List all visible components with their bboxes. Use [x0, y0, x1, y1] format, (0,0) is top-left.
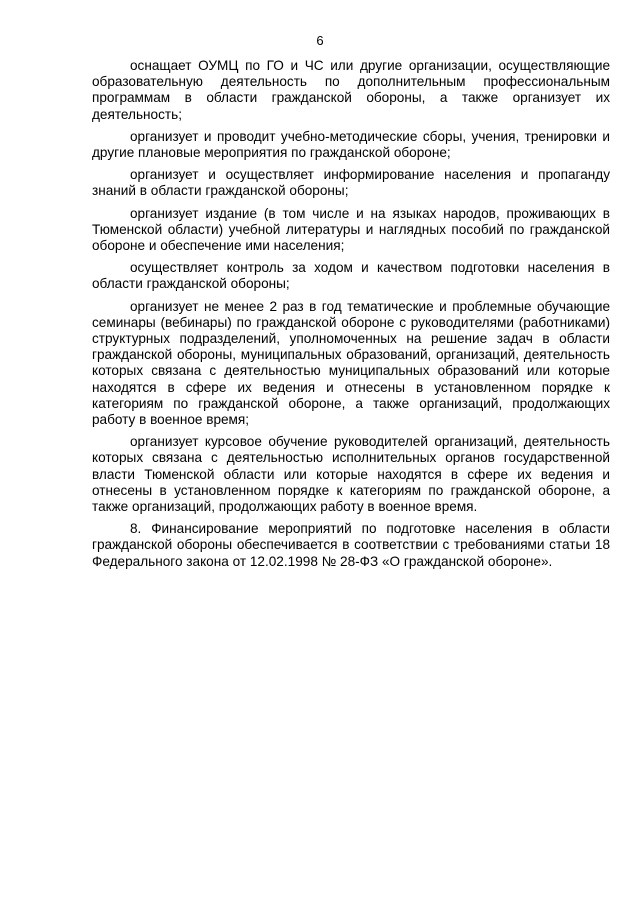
paragraph-course-training: организует курсовое обучение руководителей организаций, деятельность которых связана с деятельностью исполнительных органов государственной власти Тюменской области или которые находятся в сфере их ведения и отнесены в установленном порядке к категориям по гражданской обороне, а также организаций, продолжающих работу в военное время. — [92, 434, 610, 515]
paragraph-training-control: осуществляет контроль за ходом и качеством подготовки населения в области гражданской обороны; — [92, 260, 610, 292]
paragraph-seminars-webinars: организует не менее 2 раз в год тематические и проблемные обучающие семинары (вебинары) по гражданской обороне с руководителями (работниками) структурных подразделений, уполномоченных на решение задач в области гражданской обороны, муниципальных образований, организаций, деятельность которых связана с деятельностью муниципальных образований или которые находятся в сфере их ведения и отнесены в установленном порядке к категориям по гражданской обороне, а также организаций, продолжающих работу в военное время; — [92, 298, 610, 428]
paragraph-publishing-literature: организует издание (в том числе и на языках народов, проживающих в Тюменской области) учебной литературы и наглядных пособий по гражданской обороне и обеспечение ими населения; — [92, 205, 610, 254]
paragraph-equipping-training-centers: оснащает ОУМЦ по ГО и ЧС или другие организации, осуществляющие образовательную деятельность по дополнительным профессиональным программам в области гражданской обороны, а также организует их деятельность; — [92, 58, 610, 122]
document-body — [92, 58, 610, 576]
paragraph-public-information: организует и осуществляет информирование населения и пропаганду знаний в области гражданской обороны; — [92, 167, 610, 199]
paragraph-financing: 8. Финансирование мероприятий по подготовке населения в области гражданской обороны обеспечивается в соответствии с требованиями статьи 18 Федерального закона от 12.02.1998 № 28-ФЗ «О гражданской обороне». — [92, 521, 610, 569]
page-number: 6 — [316, 33, 324, 48]
paragraph-training-exercises: организует и проводит учебно-методические сборы, учения, тренировки и другие плановые мероприятия по гражданской обороне; — [92, 128, 610, 161]
